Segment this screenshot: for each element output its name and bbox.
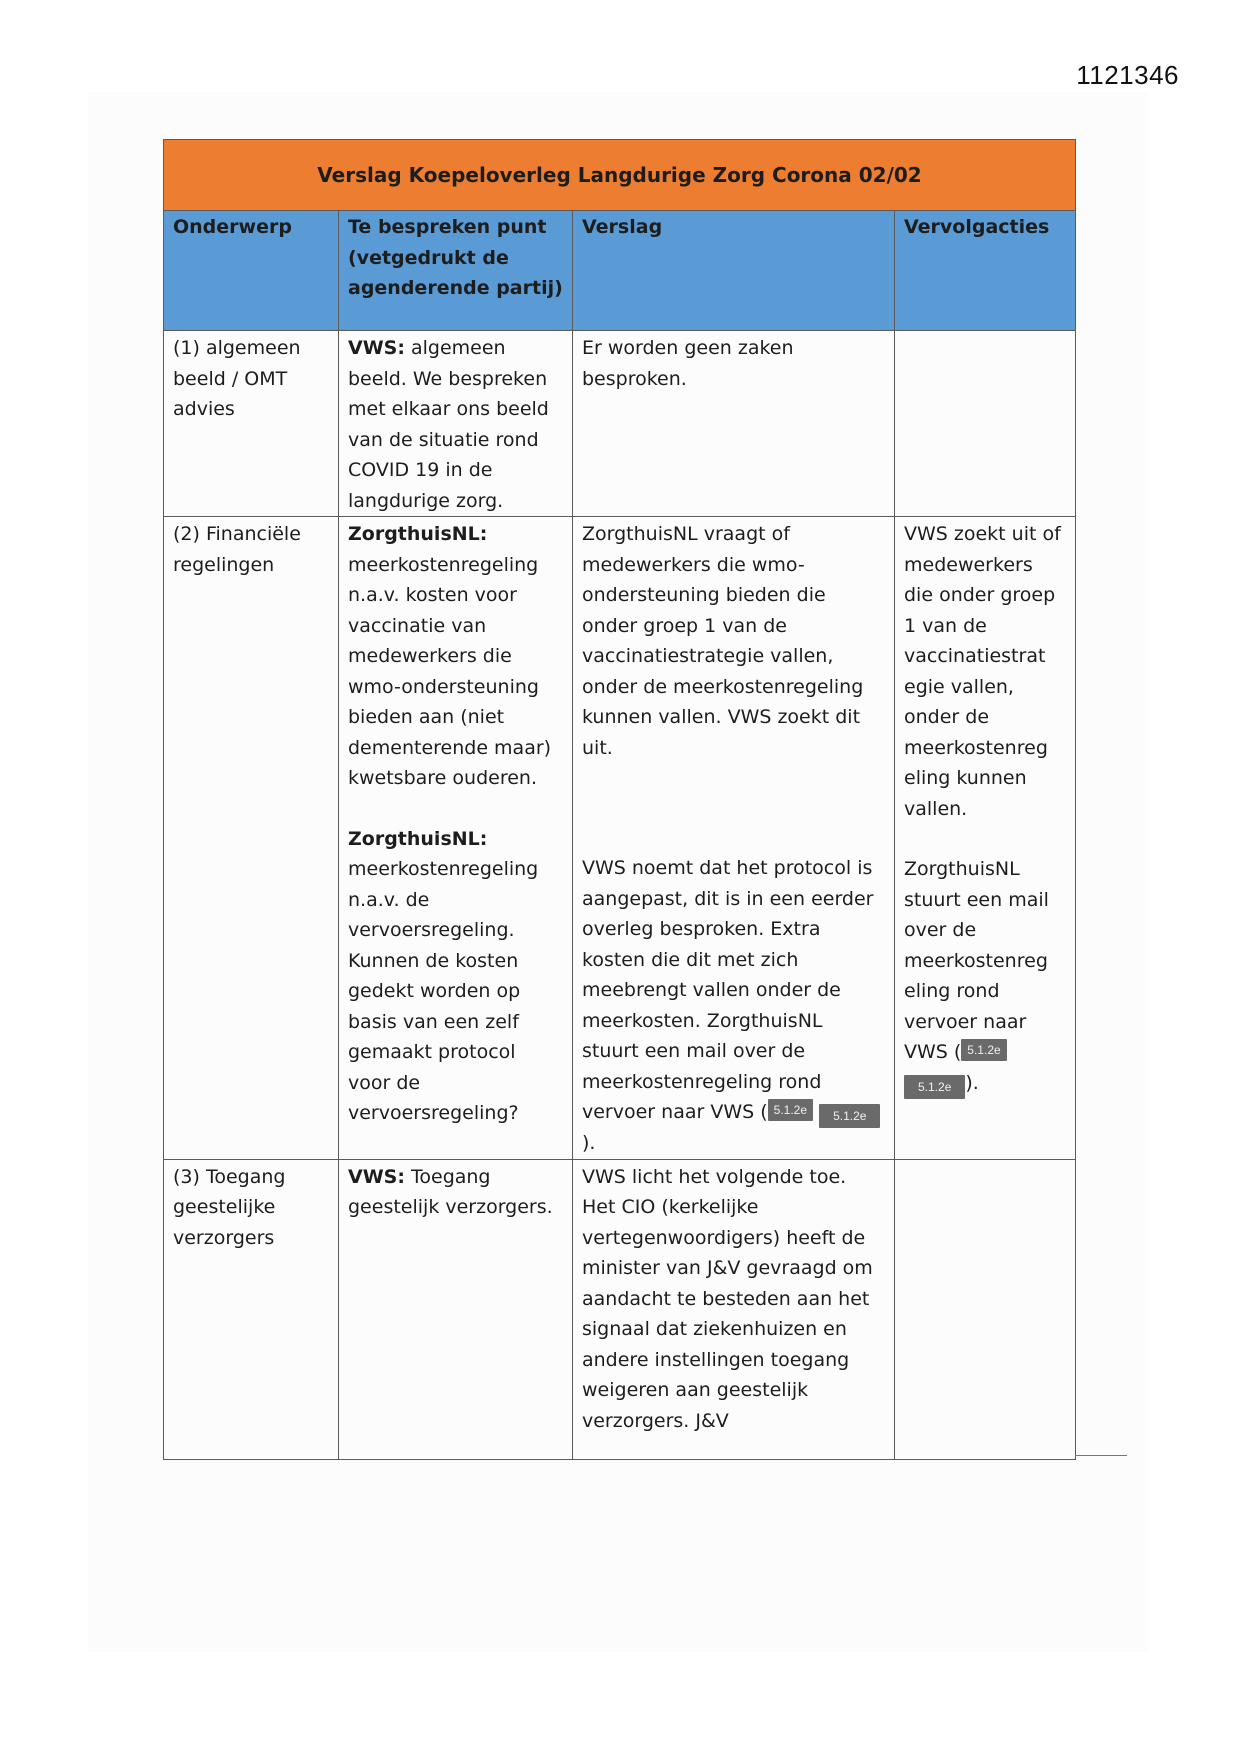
action-paragraph: ZorgthuisNL stuurt een mail over de meerkostenreg eling rond vervoer naar VWS ( 5.1.2e 5.1.2e ). xyxy=(904,854,1066,1099)
table-title: Verslag Koepeloverleg Langdurige Zorg Corona 02/02 xyxy=(164,140,1076,211)
row-actions xyxy=(895,1159,1076,1459)
header-report: Verslag xyxy=(573,211,895,331)
table-row xyxy=(164,1159,1076,1459)
report-paragraph: VWS noemt dat het protocol is aangepast, dit is in een eerder overleg besproken. Extra kosten die dit met zich meebrengt vallen onder de meerkosten. ZorgthuisNL stuurt een mail over de meerkostenregeling rond vervoer naar VWS ( 5.1.2e 5.1.2e). xyxy=(582,853,885,1159)
header-point: Te bespreken punt (vetgedrukt de agenderende partij) xyxy=(339,211,573,331)
row-point xyxy=(339,1159,573,1459)
redaction-mark: 5.1.2e xyxy=(961,1039,1006,1061)
point-text: meerkostenregeling n.a.v. de vervoersregeling. Kunnen de kosten gedekt worden op basis van een zelf gemaakt protocol voor de vervoersregeling? xyxy=(348,858,539,1124)
point-text: algemeen beeld. We bespreken met elkaar ons beeld van de situatie rond COVID 19 in de langdurige zorg. xyxy=(348,337,549,512)
row-subject: (3) Toegang geestelijke verzorgers xyxy=(164,1159,339,1459)
report-paragraph: ZorgthuisNL vraagt of medewerkers die wmo-ondersteuning bieden die onder groep 1 van de vaccinatiestrategie vallen, onder de meerkostenregeling kunnen vallen. VWS zoekt dit uit. xyxy=(582,523,864,759)
table-row xyxy=(164,331,1076,517)
meeting-report-table xyxy=(163,139,1076,1460)
row-point xyxy=(339,517,573,1160)
row-actions xyxy=(895,517,1076,1160)
agenda-party: VWS: xyxy=(348,1165,405,1188)
row-subject: (1) algemeen beeld / OMT advies xyxy=(164,331,339,517)
row-report: VWS licht het volgende toe. Het CIO (kerkelijke vertegenwoordigers) heeft de minister van J&V gevraagd om aandacht te besteden aan het signaal dat ziekenhuizen en andere instellingen toegang weigeren aan geestelijk verzorgers. J&V xyxy=(573,1159,895,1459)
row-report: Er worden geen zaken besproken. xyxy=(573,331,895,517)
row-point xyxy=(339,331,573,517)
row-report xyxy=(573,517,895,1160)
redaction-mark: 5.1.2e xyxy=(819,1104,880,1128)
point-text: Toegang geestelijk verzorgers. xyxy=(348,1165,553,1218)
document-number: 1121346 xyxy=(1076,60,1179,90)
table-row xyxy=(164,517,1076,1160)
header-subject: Onderwerp xyxy=(164,211,339,331)
action-paragraph: VWS zoekt uit of medewerkers die onder groep 1 van de vaccinatiestrat egie vallen, onder de meerkostenreg eling kunnen vallen. xyxy=(904,523,1061,820)
agenda-party: ZorgthuisNL: xyxy=(348,827,488,850)
point-text: meerkostenregeling n.a.v. kosten voor vaccinatie van medewerkers die wmo-ondersteuning bieden aan (niet dementerende maar) kwetsbare ouderen. xyxy=(348,553,552,789)
table-border-stub xyxy=(1075,1455,1127,1456)
agenda-party: VWS: xyxy=(348,337,405,359)
redaction-mark: 5.1.2e xyxy=(768,1099,813,1121)
row-actions xyxy=(895,331,1076,517)
row-subject: (2) Financiële regelingen xyxy=(164,517,339,1160)
agenda-party: ZorgthuisNL: xyxy=(348,523,488,545)
header-actions: Vervolgacties xyxy=(895,211,1076,331)
redaction-mark: 5.1.2e xyxy=(904,1075,965,1099)
header-row xyxy=(164,211,1076,331)
